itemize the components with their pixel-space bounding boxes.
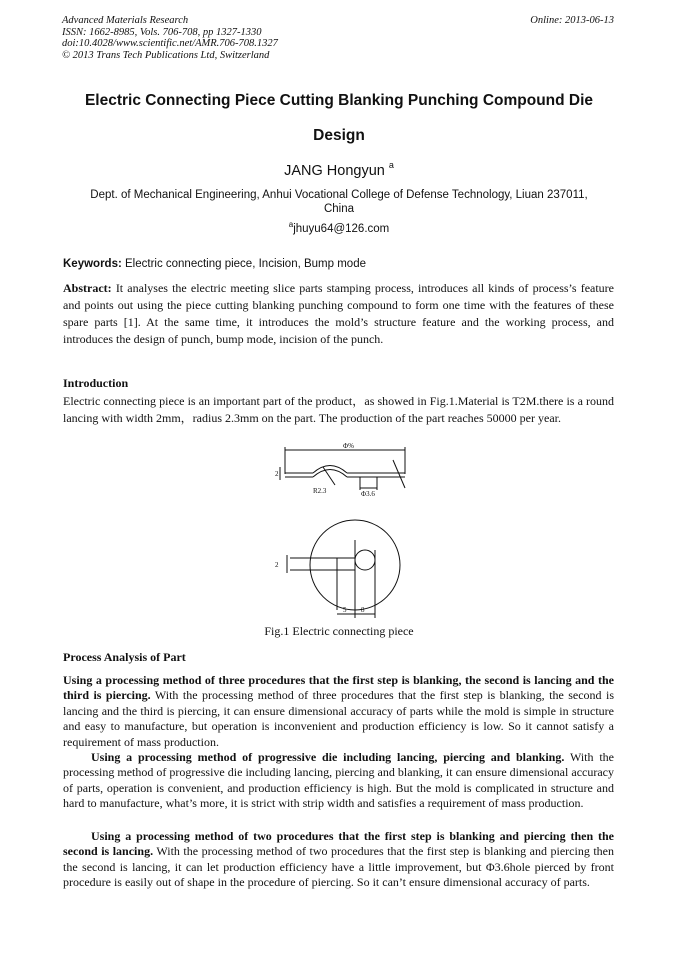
author bbox=[0, 160, 678, 179]
introduction-heading: Introduction bbox=[63, 376, 129, 390]
abstract-text: It analyses the electric meeting slice parts stamping process, introduces all kinds of process’s feature and points out using the piece cutting blanking punching compound to form one time with the features of these spare parts [1]. At the same time, it introduces the mold’s structure feature and the working process, and introduces the design of punch, bump mode, incision of the punch. bbox=[63, 281, 615, 346]
dim-label-8: 8 bbox=[361, 606, 365, 614]
journal-name: Advanced Materials Research bbox=[62, 15, 189, 26]
author-name: JANG Hongyun bbox=[284, 163, 385, 179]
keywords-label: Keywords: bbox=[63, 258, 122, 270]
dim-label-5: 5 bbox=[343, 606, 347, 614]
process-p2-bold: Using a processing method of progressive die including lancing, piercing and blanking. bbox=[91, 750, 565, 764]
journal-header bbox=[62, 15, 278, 61]
process-p3-text: With the processing method of two procedures that the first step is blanking and piercing then the second is lancing, it can let production efficiency have a little improvement, but Φ3.6hole pierced by front procedure is easily out of shape in the procedure of piercing. So it can’t ensure dimensional accuracy of parts. bbox=[63, 844, 614, 890]
process-p1-bold: Using a processing method of three procedures that the first step is blanking, the second is lancing and the third is piercing. bbox=[63, 673, 614, 703]
abstract-label: Abstract: bbox=[63, 281, 112, 295]
figure-caption: Fig.1 Electric connecting piece bbox=[264, 624, 414, 638]
process-p3-bold: Using a processing method of two procedures that the first step is blanking and piercing then the second is lancing. bbox=[63, 829, 614, 859]
process-heading: Process Analysis of Part bbox=[63, 650, 186, 664]
keywords bbox=[63, 258, 366, 270]
paper-title-line1: Electric Connecting Piece Cutting Blanking Punching Compound Die bbox=[84, 92, 594, 109]
dim-label-hole: Φ3.6 bbox=[361, 490, 375, 498]
email-address[interactable]: jhuyu64@126.com bbox=[293, 223, 390, 235]
dim-label-r: R2.3 bbox=[313, 487, 327, 495]
process-paragraph-1 bbox=[63, 673, 614, 750]
email bbox=[0, 220, 678, 235]
abstract bbox=[63, 280, 614, 348]
process-p1-text: With the processing method of three procedures that the first step is blanking, the second is lancing and the third is piercing, it can ensure dimensional accuracy of parts while the mold is simple in structure and easy to manufacture, but operation is inconvenient and production efficiency is low. So it cannot satisfy a requirement of mass production. bbox=[63, 688, 614, 749]
process-p2-text: With the processing method of progressive die including lancing, piercing and blanking, it can ensure dimensional accuracy of parts, operation is convenient, and production efficiency is high. But the mold is complicated in structure and hard to manufacture, what’s more, it is strict with strip width and satisfies a requirement of mass production. bbox=[63, 750, 614, 811]
online-date: Online: 2013-06-13 bbox=[530, 15, 614, 26]
paper-title-line2: Design bbox=[313, 127, 365, 144]
dim-label-left-2: 2 bbox=[275, 561, 279, 569]
hole-circle bbox=[355, 550, 375, 570]
issn-line: ISSN: 1662-8985, Vols. 706-708, pp 1327-1330 bbox=[62, 26, 262, 38]
process-paragraph-2 bbox=[63, 750, 614, 812]
affiliation: Dept. of Mechanical Engineering, Anhui Vocational College of Defense Technology, Liuan 237011, China bbox=[90, 189, 588, 215]
dim-label-top: Φ% bbox=[343, 442, 354, 450]
doi-line: doi:10.4028/www.scientific.net/AMR.706-708.1327 bbox=[62, 38, 278, 49]
introduction-text: Electric connecting piece is an important part of the product，as showed in Fig.1.Material is T2M.there is a round lancing with width 2mm，radius 2.3mm on the part. The production of the part reaches 50000 per year. bbox=[63, 394, 614, 425]
copyright-line: © 2013 Trans Tech Publications Ltd, Switzerland bbox=[62, 49, 270, 61]
author-sup: a bbox=[388, 160, 394, 170]
dim-label-left: 2 bbox=[275, 470, 279, 478]
email-sup: a bbox=[288, 220, 294, 229]
figure-electric-connecting-piece bbox=[275, 440, 425, 622]
process-paragraph-3 bbox=[63, 829, 614, 891]
keywords-text: Electric connecting piece, Incision, Bump mode bbox=[125, 258, 366, 270]
